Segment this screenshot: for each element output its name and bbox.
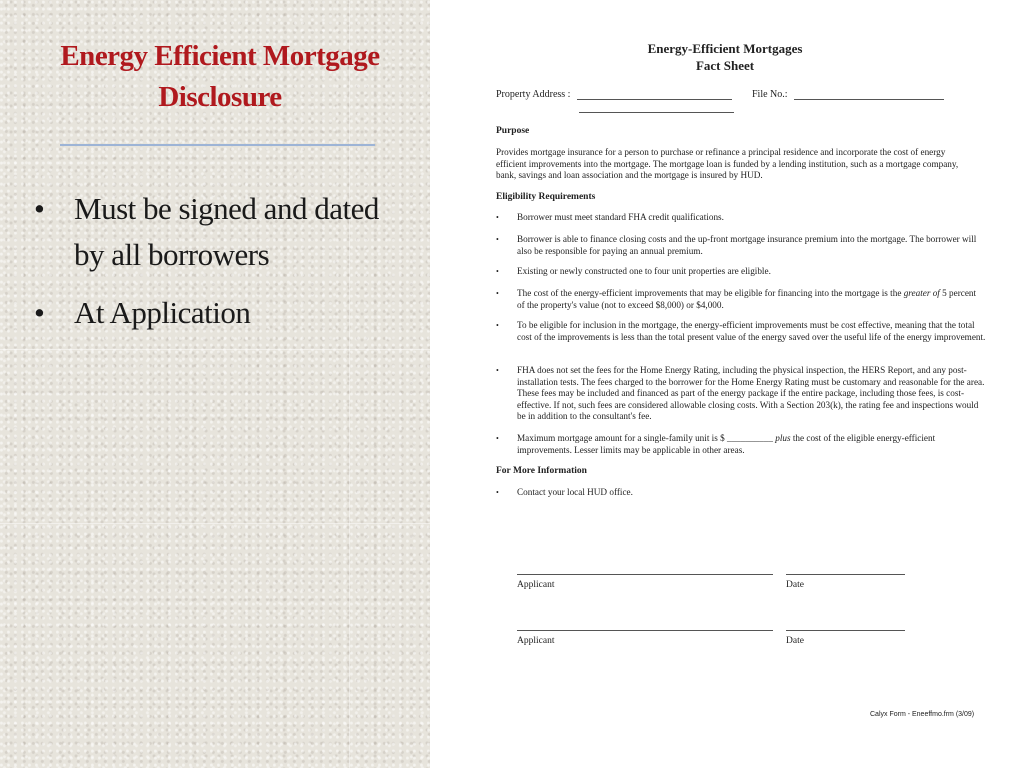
- eligibility-item: [496, 433, 986, 456]
- slide-bullet-text: At Application: [74, 295, 251, 330]
- eligibility-emphasis: plus: [775, 433, 791, 443]
- eligibility-emphasis: greater of: [903, 288, 940, 298]
- slide-title: Energy Efficient Mortgage Disclosure: [60, 40, 380, 113]
- file-no-line: [794, 99, 944, 100]
- bullet-icon: •: [496, 366, 499, 375]
- bullet-icon: •: [34, 191, 45, 226]
- property-address-line-2: [579, 112, 734, 113]
- eligibility-heading: Eligibility Requirements: [496, 192, 596, 202]
- slide-panel: [0, 0, 430, 768]
- eligibility-text: The cost of the energy-efficient improvements that may be eligible for financing into the mortgage is the: [517, 288, 904, 298]
- document-header: [580, 40, 870, 74]
- slide-bullet-item: [34, 186, 414, 278]
- file-no-row: [752, 89, 944, 100]
- eligibility-item: [496, 266, 986, 278]
- eligibility-item: [496, 288, 986, 311]
- file-no-label: File No.:: [752, 89, 788, 100]
- document-subtitle: Fact Sheet: [695, 58, 755, 73]
- property-address-line: [577, 99, 732, 100]
- more-info-text: Contact your local HUD office.: [517, 487, 633, 497]
- form-footer: Calyx Form - Eneeffmo.frm (3/09): [870, 711, 975, 718]
- eligibility-item: [496, 212, 986, 224]
- applicant-label: Applicant: [517, 580, 555, 590]
- eligibility-item: [496, 234, 986, 257]
- title-divider: [60, 144, 375, 146]
- applicant-signature-line: [517, 574, 773, 575]
- bullet-icon: •: [496, 321, 499, 330]
- date-line: [786, 574, 905, 575]
- more-info-item: [496, 487, 986, 499]
- slide-bullet-text: Must be signed and dated by all borrowers: [74, 191, 379, 272]
- eligibility-text: To be eligible for inclusion in the mortgage, the energy-efficient improvements must be cost effective, meaning that the total cost of the improvements is less than the total present value of the energy saved over the useful life of the energy improvement.: [517, 320, 986, 342]
- date-label: Date: [786, 636, 804, 646]
- slide-bullet-item: [34, 290, 414, 336]
- fact-sheet-document: [430, 0, 1024, 768]
- bullet-icon: •: [496, 213, 499, 222]
- bullet-icon: •: [496, 235, 499, 244]
- eligibility-text: Borrower is able to finance closing costs and the up-front mortgage insurance premium into the mortgage. The borrower will also be responsible for paying an annual premium.: [517, 234, 977, 256]
- eligibility-text: Existing or newly constructed one to four unit properties are eligible.: [517, 266, 771, 276]
- slide-bullet-list: [34, 186, 414, 348]
- purpose-text: Provides mortgage insurance for a person to purchase or refinance a principal residence and incorporate the cost of energy efficient improvements into the mortgage. The mortgage loan is funded by a lending institution, such as a mortgage company, bank, savings and loan association and the mortgage is insured by HUD.: [496, 147, 959, 180]
- eligibility-text: Borrower must meet standard FHA credit qualifications.: [517, 212, 724, 222]
- applicant-signature-line: [517, 630, 773, 631]
- texture-seam: [0, 523, 430, 524]
- purpose-heading: Purpose: [496, 126, 530, 136]
- bullet-icon: •: [496, 267, 499, 276]
- property-address-row: [496, 89, 732, 100]
- bullet-icon: •: [34, 295, 45, 330]
- more-info-heading: For More Information: [496, 466, 587, 476]
- date-label: Date: [786, 580, 804, 590]
- eligibility-item: [496, 365, 986, 423]
- date-line: [786, 630, 905, 631]
- bullet-icon: •: [496, 289, 499, 298]
- eligibility-text: Maximum mortgage amount for a single-family unit is $ __________: [517, 433, 776, 443]
- eligibility-item: [496, 320, 986, 343]
- eligibility-text: 5 percent of the property's value (not to exceed $8,000) or $4,000.: [517, 288, 977, 310]
- property-address-label: Property Address :: [496, 89, 571, 100]
- eligibility-text: the cost of the eligible energy-efficient improvements. Lesser limits may be applicable in other areas.: [517, 433, 936, 455]
- texture-seam: [0, 349, 430, 350]
- eligibility-text: FHA does not set the fees for the Home Energy Rating, including the physical inspection, the HERS Report, and any post-installation tests. The fees charged to the borrower for the Home Energy Rating must be customary and reasonable for the area. These fees may be included and financed as part of the energy package if the entire package, including those fees, is cost-effective. If not, such fees are considered allowable closing costs. With a Section 203(k), the rating fee and inspections would be in addition to the consultant's fee.: [517, 365, 985, 421]
- document-title: Energy-Efficient Mortgages: [647, 41, 803, 56]
- bullet-icon: •: [496, 488, 499, 497]
- bullet-icon: •: [496, 434, 499, 443]
- applicant-label: Applicant: [517, 636, 555, 646]
